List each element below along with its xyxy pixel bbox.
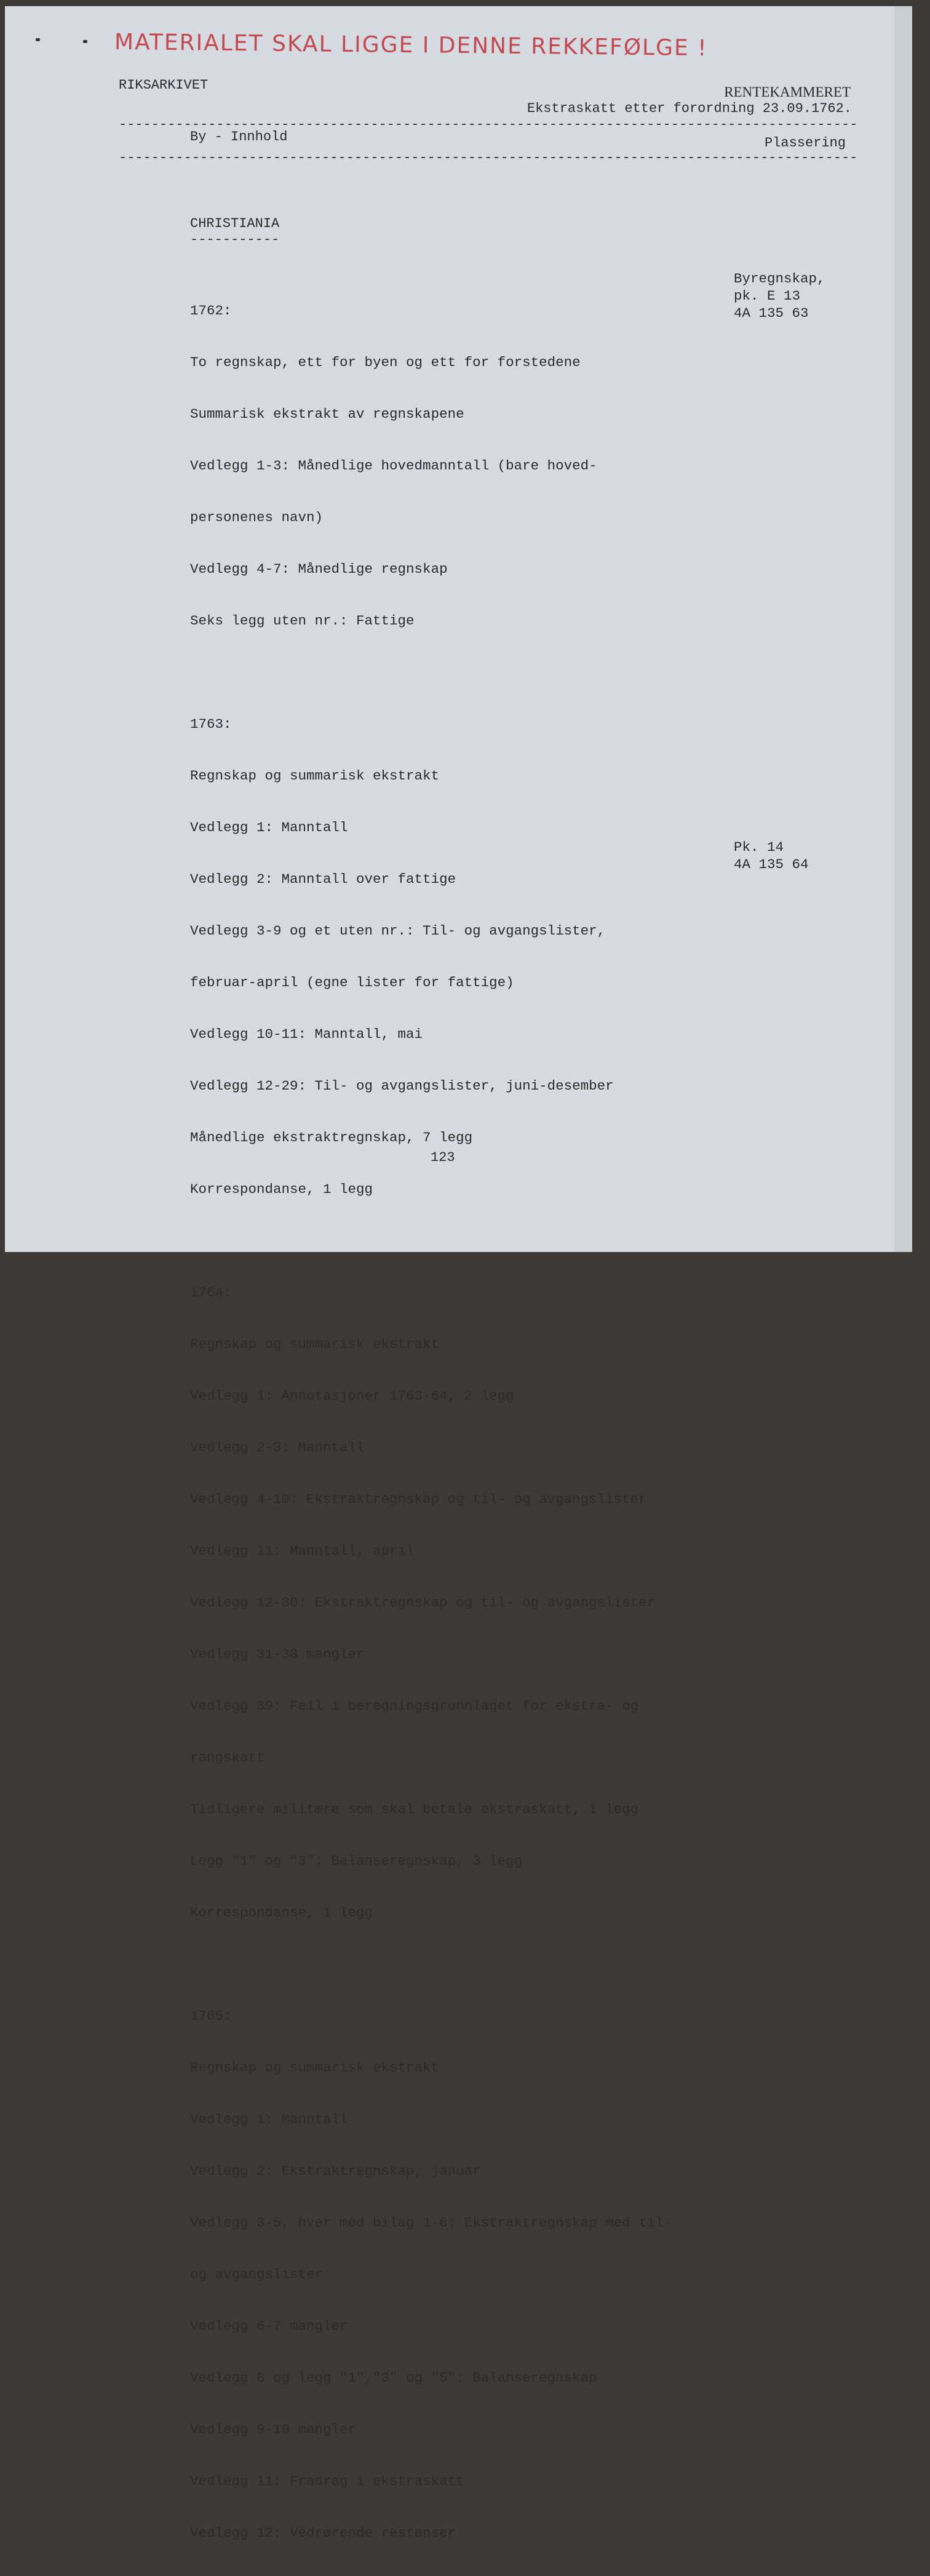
handwritten-note: MATERIALET SKAL LIGGE I DENNE REKKEFØLGE ! [114,30,708,62]
list-item: Vedlegg 12-30: Ekstraktregnskap og til- og avgangslister [190,1595,656,1611]
list-item: Vedlegg 10-11: Manntall, mai [190,1026,423,1042]
placement-line: Byregnskap, [734,271,825,287]
year-heading: 1763: [190,716,232,732]
list-item: Vedlegg 8 og legg "1","3" og "5": Balanseregnskap [190,2370,597,2386]
header-rule: ------------------------------------------------------------------------------------------- [119,150,858,165]
placement-1762 [734,270,825,322]
list-item: Seks legg uten nr.: Fattige [190,613,415,629]
page-number: 123 [431,1150,455,1165]
list-item: Vedlegg 4-10: Ekstraktregnskap og til- og avgangslister [190,1491,647,1507]
list-item: Vedlegg 1: Manntall [190,2111,348,2127]
placement-line: Pk. 14 [734,839,784,855]
city-underline: ----------- [190,232,280,247]
list-item: Vedlegg 2-3: Manntall [190,1440,365,1456]
punch-mark [36,38,40,41]
year-heading: 1765: [190,2008,232,2024]
list-item: Vedlegg 6-7 mangler [190,2318,348,2334]
list-item: Vedlegg 9-10 mangler [190,2422,357,2438]
column-heading-placement: Plassering [765,135,846,151]
list-item: Vedlegg 1-3: Månedlige hovedmanntall (bare hoved- [190,458,597,474]
list-item: Summarisk ekstrakt av regnskapene [190,406,464,422]
punch-mark [83,40,87,43]
contents-list [190,268,672,2576]
year-heading: 1762: [190,303,232,319]
list-item: Vedlegg 1: Annotasjoner 1763-64, 2 legg [190,1388,514,1404]
list-item: Vedlegg 31-38 mangler [190,1646,365,1662]
placement-line: 4A 135 64 [734,856,809,872]
list-item: Vedlegg 3-9 og et uten nr.: Til- og avgangslister, [190,923,606,939]
list-item: Regnskap og summarisk ekstrakt [190,2060,440,2076]
page-edge [894,6,912,1252]
placement-line: 4A 135 63 [734,305,809,321]
list-item: Tidligere militære som skal betale ekstraskatt, 1 legg [190,1801,639,1817]
year-heading: 1764: [190,1285,232,1301]
list-item: og avgangslister [190,2267,324,2283]
archive-name: RIKSARKIVET [119,78,209,93]
city-heading: CHRISTIANIA [190,216,280,231]
list-item: Vedlegg 11: Manntall, april [190,1543,415,1559]
list-item: Regnskap og summarisk ekstrakt [190,768,440,784]
list-item: Vedlegg 39: Feil i beregningsgrunnlaget for ekstra- og [190,1698,639,1714]
list-item: Vedlegg 1: Manntall [190,819,348,835]
list-item: februar-april (egne lister for fattige) [190,975,514,991]
list-item: Vedlegg 3-5, hver med bilag 1-6: Ekstraktregnskap med til- [190,2215,672,2231]
list-item: Månedlige ekstraktregnskap, 7 legg [190,1130,473,1146]
list-item: rangskatt [190,1750,265,1766]
list-item: Vedlegg 11: Fradrag i ekstraskatt [190,2473,464,2489]
list-item: Vedlegg 4-7: Månedlige regnskap [190,561,448,577]
header-rule: ------------------------------------------------------------------------------------------- [119,117,858,132]
placement-line: pk. E 13 [734,288,801,304]
list-item: Vedlegg 12: Vedrørende restanser [190,2525,456,2541]
list-item: personenes navn) [190,509,324,525]
list-item: Korrespondanse, 1 legg [190,1905,373,1921]
list-item: Korrespondanse, 1 legg [190,1181,373,1197]
list-item: Legg "1" og "3": Balanseregnskap, 3 legg [190,1853,523,1869]
document-page [5,6,912,2541]
list-item: Regnskap og summarisk ekstrakt [190,1336,440,1352]
list-item: Vedlegg 2: Ekstraktregnskap, januar [190,2163,481,2179]
placement-1765 [734,839,809,873]
document-subtitle: Ekstraskatt etter forordning 23.09.1762. [527,101,852,116]
department-title: RENTEKAMMERET [724,84,851,100]
list-item: To regnskap, ett for byen og ett for forstedene [190,354,581,370]
column-heading-contents: By - Innhold [190,129,288,145]
list-item: Vedlegg 12-29: Til- og avgangslister, juni-desember [190,1078,614,1094]
list-item: Vedlegg 2: Manntall over fattige [190,871,456,887]
